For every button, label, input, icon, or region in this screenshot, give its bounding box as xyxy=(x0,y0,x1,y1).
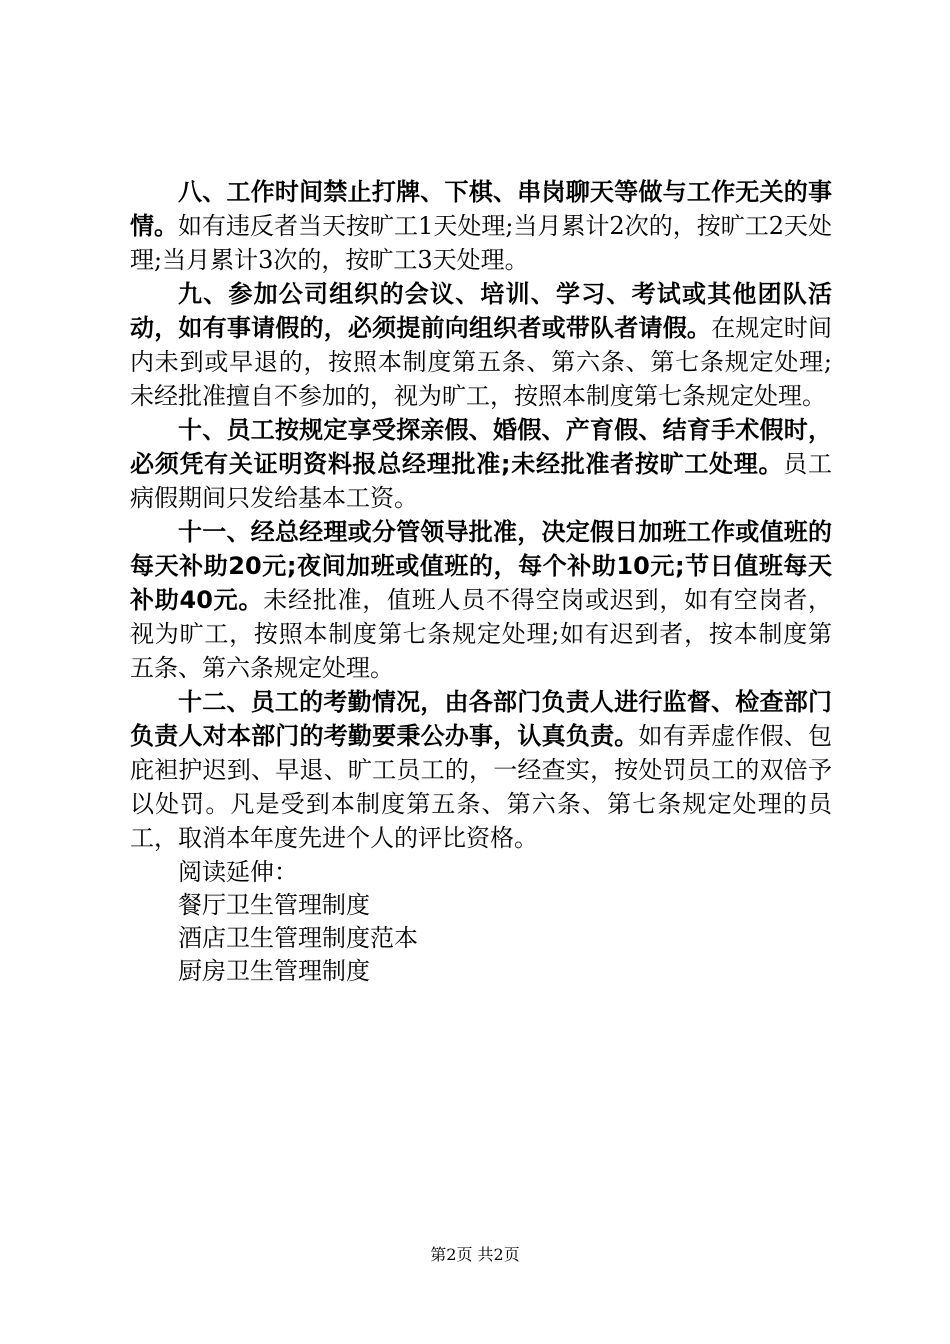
paragraph-11 xyxy=(130,516,832,686)
further-reading-heading: 阅读延伸： xyxy=(178,858,298,886)
paragraph-10-bold: 十、员工按规定享受探亲假、婚假、产育假、结育手术假时，必须凭有关证明资料报总经理批准;未经批准者按旷工处理。 xyxy=(130,416,832,478)
paragraph-12 xyxy=(130,686,832,856)
paragraph-9-regular: 在规定时间内未到或早退的，按照本制度第五条、第六条、第七条规定处理;未经批准擅自不参加的，视为旷工，按照本制度第七条规定处理。 xyxy=(130,314,833,410)
paragraph-8-regular: 如有违反者当天按旷工1天处理;当月累计2次的，按旷工2天处理;当月累计3次的，按旷工3天处理。 xyxy=(130,212,832,274)
paragraph-11-regular: 未经批准，值班人员不得空岗或迟到，如有空岗者，视为旷工，按照本制度第七条规定处理;如有迟到者，按本制度第五条、第六条规定处理。 xyxy=(130,586,832,682)
paragraph-12-regular: 如有弄虚作假、包庇袒护迟到、早退、旷工员工的，一经查实，按处罚员工的双倍予以处罚。凡是受到本制度第五条、第六条、第七条规定处理的员工，取消本年度先进个人的评比资格。 xyxy=(130,722,832,852)
document-body xyxy=(130,176,832,988)
paragraph-12-bold: 十二、员工的考勤情况，由各部门负责人进行监督、检查部门负责人对本部门的考勤要秉公办事，认真负责。 xyxy=(130,688,832,750)
further-reading-link-3[interactable]: 厨房卫生管理制度 xyxy=(178,957,370,985)
paragraph-8 xyxy=(130,176,832,278)
further-reading-link-1[interactable]: 餐厅卫生管理制度 xyxy=(178,891,370,919)
paragraph-10 xyxy=(130,414,832,516)
further-reading-link-2[interactable]: 酒店卫生管理制度范本 xyxy=(178,924,418,952)
paragraph-11-bold: 十一、经总经理或分管领导批准，决定假日加班工作或值班的每天补助20元;夜间加班或值班的，每个补助10元;节日值班每天补助40元。 xyxy=(130,518,832,614)
paragraph-8-bold: 八、工作时间禁止打牌、下棋、串岗聊天等做与工作无关的事情。 xyxy=(130,178,832,240)
paragraph-9-bold: 九、参加公司组织的会议、培训、学习、考试或其他团队活动，如有事请假的，必须提前向组织者或带队者请假。 xyxy=(130,280,832,342)
paragraph-9 xyxy=(130,278,832,414)
paragraph-10-regular: 员工病假期间只发给基本工资。 xyxy=(130,450,832,512)
page-footer: 第2页 共2页 xyxy=(430,1245,520,1264)
